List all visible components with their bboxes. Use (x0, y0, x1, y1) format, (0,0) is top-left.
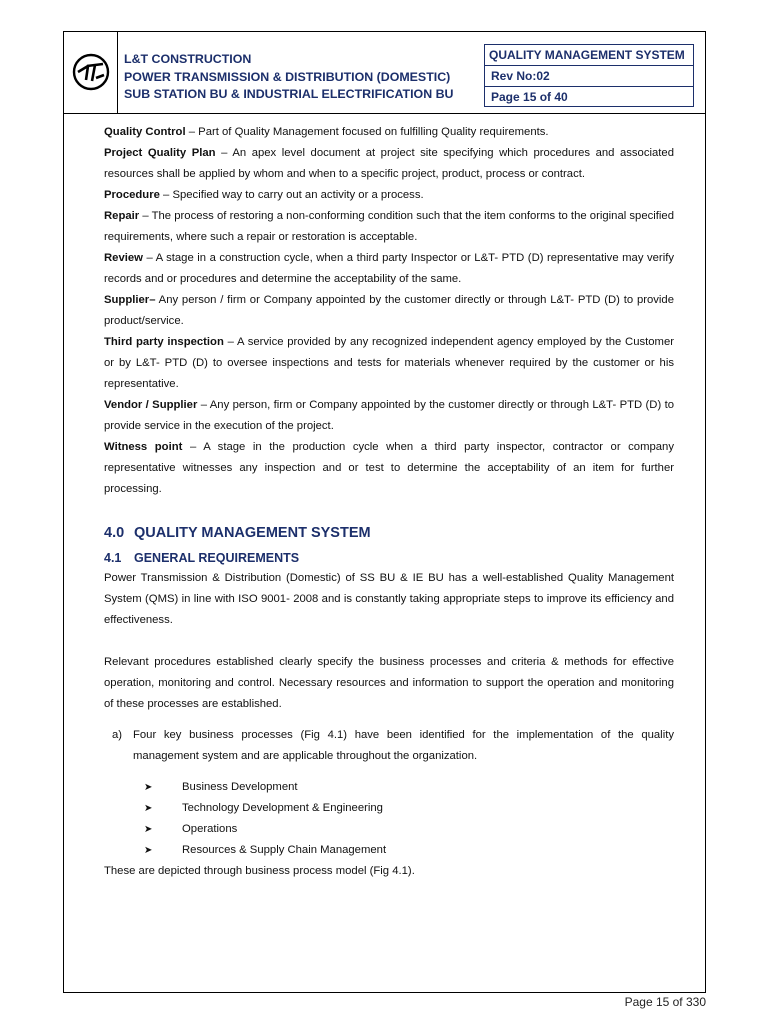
body-paragraph: Relevant procedures established clearly specify the business processes and criteria & methods for effective operation, monitoring and control. Necessary resources and information to support the operation and monitoring of these processes are established. (104, 656, 674, 710)
section-heading (104, 522, 674, 544)
list-item (144, 777, 674, 798)
page-content (104, 122, 674, 882)
arrow-bullet-icon: ➤ (144, 824, 153, 835)
list-item-label: Technology Development & Engineering (182, 802, 383, 814)
definition-term: Vendor / Supplier (104, 399, 198, 411)
company-line: SUB STATION BU & INDUSTRIAL ELECTRIFICATION BU (124, 87, 454, 101)
list-item (144, 840, 674, 861)
definition-text: – A service provided by any recognized independent agency employed by the Customer or by L&T- PTD (D) to oversee inspections and tests for materials whenever required by the customer or his representative. (104, 336, 674, 390)
definition (104, 122, 674, 143)
definition-text: – A stage in the production cycle when a third party inspector, contractor or company representative witnesses any inspection and or test to determine the acceptability of an item for further processing. (104, 441, 674, 495)
page-footer: Page 15 of 330 (624, 995, 706, 1009)
document-meta-table (484, 44, 694, 107)
company-line: POWER TRANSMISSION & DISTRIBUTION (DOMESTIC) (124, 69, 451, 84)
arrow-bullet-icon: ➤ (144, 845, 153, 856)
list-item-text: Four key business processes (Fig 4.1) have been identified for the implementation of the quality management system and are applicable throughout the organization. (133, 729, 674, 762)
list-item-label: Resources & Supply Chain Management (182, 844, 387, 856)
arrow-bullet-icon: ➤ (144, 782, 153, 793)
definition (104, 143, 674, 185)
definition-text: – Any person, firm or Company appointed by the customer directly or through L&T- PTD (D) to provide service in the execution of the project. (104, 399, 674, 432)
definition-term: Supplier– (104, 294, 156, 306)
list-item (144, 798, 674, 819)
subsection-number: 4.1 (104, 551, 122, 565)
section-page-number: Page 15 of 40 (484, 86, 694, 107)
list-item-label: Business Development (182, 781, 298, 793)
definition-text: – A stage in a construction cycle, when a third party Inspector or L&T- PTD (D) representative may verify records and or procedures and determine the acceptability of the same. (104, 252, 674, 285)
definition (104, 248, 674, 290)
definition-text: – The process of restoring a non-conforming condition such that the item conforms to the original specified requirements, where such a repair or restoration is acceptable. (104, 210, 674, 243)
definition (104, 437, 674, 500)
list-item-label: Operations (182, 823, 238, 835)
definition-term: Third party inspection (104, 336, 224, 348)
definition (104, 290, 674, 332)
definition-text: – Part of Quality Management focused on fulfilling Quality requirements. (185, 126, 549, 138)
definition-term: Repair (104, 210, 140, 222)
page-frame (63, 31, 706, 993)
definition (104, 185, 674, 206)
process-list (104, 777, 674, 861)
definition (104, 395, 674, 437)
subsection-heading (104, 548, 674, 568)
definition-term: Quality Control (104, 126, 186, 138)
list-item (144, 819, 674, 840)
list-item-a (104, 725, 674, 767)
section-title: QUALITY MANAGEMENT SYSTEM (134, 525, 371, 541)
body-paragraph: Power Transmission & Distribution (Domestic) of SS BU & IE BU has a well-established Quality Management System (QMS) in line with ISO 9001- 2008 and is constantly taking appropriate steps to improve its efficiency and effectiveness. (104, 572, 674, 626)
company-line: L&T CONSTRUCTION (124, 52, 252, 66)
definition-text: – An apex level document at project site specifying which procedures and associated resources shall be applied by whom and when to a specific project, product, process or contract. (104, 147, 674, 180)
definition-term: Procedure (104, 189, 160, 201)
definition-text: Any person / firm or Company appointed by the customer directly or through L&T- PTD (D) to provide product/service. (104, 294, 674, 327)
revision-number: Rev No:02 (484, 65, 694, 86)
arrow-bullet-icon: ➤ (144, 803, 153, 814)
logo-cell (64, 32, 118, 113)
closing-paragraph: These are depicted through business process model (Fig 4.1). (104, 865, 415, 877)
lt-logo-icon (72, 53, 110, 91)
subsection-title: GENERAL REQUIREMENTS (134, 551, 300, 565)
section-number: 4.0 (104, 525, 125, 541)
document-header (64, 32, 705, 114)
list-marker: a) (112, 729, 123, 741)
doc-title: QUALITY MANAGEMENT SYSTEM (484, 44, 694, 65)
definition (104, 206, 674, 248)
company-name-block (124, 51, 484, 104)
definition-text: – Specified way to carry out an activity or a process. (159, 189, 424, 201)
definition-term: Witness point (104, 441, 183, 453)
definition-term: Review (104, 252, 143, 264)
definition-term: Project Quality Plan (104, 147, 216, 159)
definition (104, 332, 674, 395)
